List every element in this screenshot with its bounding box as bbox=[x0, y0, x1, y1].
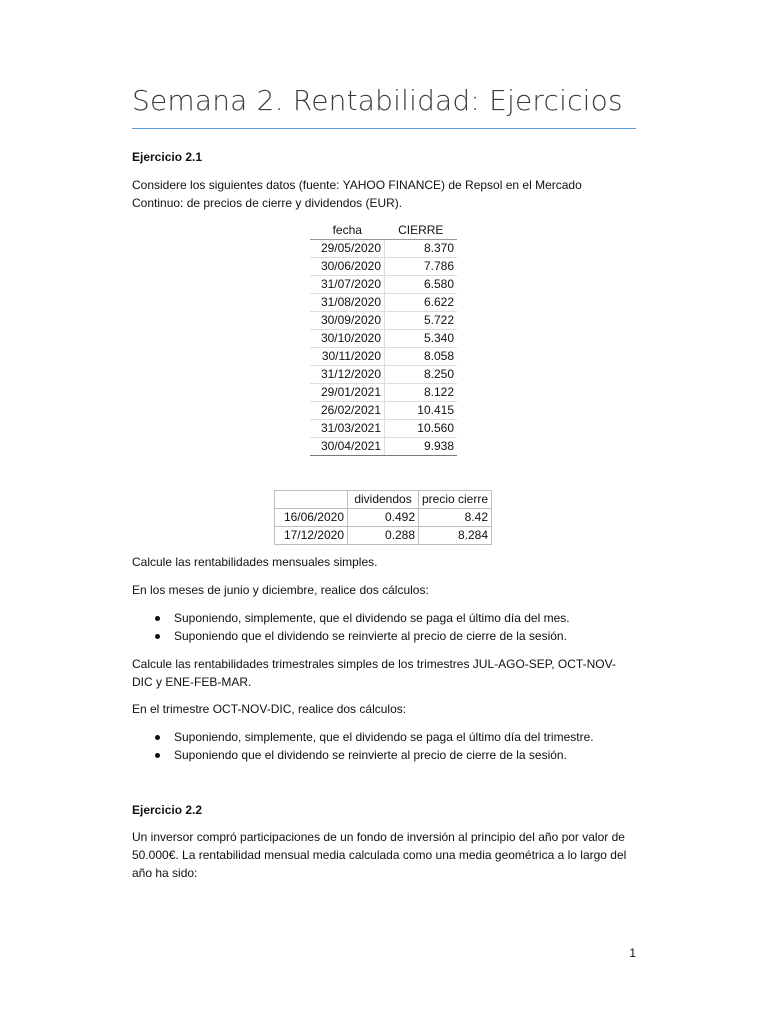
dividends-header-dividendos: dividendos bbox=[348, 491, 419, 509]
prices-header-cierre: CIERRE bbox=[385, 222, 458, 240]
list-item-text: Suponiendo, simplemente, que el dividendo se paga el último día del mes. bbox=[174, 611, 570, 625]
table-row bbox=[310, 366, 457, 384]
table-row bbox=[310, 240, 457, 258]
date-cell: 30/04/2021 bbox=[310, 438, 385, 456]
bullet-list-1 bbox=[132, 609, 570, 645]
table-row bbox=[310, 438, 457, 456]
list-item-text: Suponiendo, simplemente, que el dividendo se paga el último día del trimestre. bbox=[174, 730, 594, 744]
date-cell: 30/11/2020 bbox=[310, 348, 385, 366]
list-item bbox=[132, 728, 594, 746]
close-cell: 5.722 bbox=[385, 312, 458, 330]
date-cell: 16/06/2020 bbox=[275, 509, 348, 527]
close-cell: 5.340 bbox=[385, 330, 458, 348]
exercise-1-intro: Considere los siguientes datos (fuente: YAHOO FINANCE) de Repsol en el Mercado Continuo: de precios de cierre y dividendos (EUR). bbox=[132, 178, 582, 210]
paragraph-oct-nov-dic: En el trimestre OCT-NOV-DIC, realice dos cálculos: bbox=[132, 702, 407, 716]
date-cell: 31/08/2020 bbox=[310, 294, 385, 312]
list-item-text: Suponiendo que el dividendo se reinvierte al precio de cierre de la sesión. bbox=[174, 629, 567, 643]
date-cell: 29/01/2021 bbox=[310, 384, 385, 402]
table-row bbox=[310, 402, 457, 420]
close-cell: 9.938 bbox=[385, 438, 458, 456]
close-cell: 6.580 bbox=[385, 276, 458, 294]
date-cell: 31/07/2020 bbox=[310, 276, 385, 294]
prices-table bbox=[310, 222, 457, 456]
exercise-1-heading: Ejercicio 2.1 bbox=[132, 150, 203, 164]
dividends-table bbox=[274, 490, 492, 545]
table-row bbox=[310, 294, 457, 312]
close-price-cell: 8.42 bbox=[419, 509, 492, 527]
bullet-icon bbox=[155, 634, 160, 639]
table-row bbox=[310, 258, 457, 276]
date-cell: 26/02/2021 bbox=[310, 402, 385, 420]
exercise-2-heading: Ejercicio 2.2 bbox=[132, 803, 203, 817]
paragraph-monthly-returns: Calcule las rentabilidades mensuales simples. bbox=[132, 555, 378, 569]
table-row bbox=[310, 276, 457, 294]
close-cell: 10.560 bbox=[385, 420, 458, 438]
paragraph-june-december: En los meses de junio y diciembre, realice dos cálculos: bbox=[132, 583, 429, 597]
date-cell: 31/03/2021 bbox=[310, 420, 385, 438]
page-title: Semana 2. Rentabilidad: Ejercicios bbox=[132, 84, 623, 117]
exercise-2-text: Un inversor compró participaciones de un fondo de inversión al principio del año por valor de 50.000€. La rentabilidad mensual media calculada como una media geométrica a lo largo del año ha sido: bbox=[132, 830, 627, 880]
close-cell: 8.370 bbox=[385, 240, 458, 258]
close-cell: 8.250 bbox=[385, 366, 458, 384]
dividends-header-precio-cierre: precio cierre bbox=[419, 491, 492, 509]
dividend-cell: 0.492 bbox=[348, 509, 419, 527]
list-item bbox=[132, 609, 570, 627]
table-row bbox=[310, 348, 457, 366]
close-cell: 6.622 bbox=[385, 294, 458, 312]
close-cell: 10.415 bbox=[385, 402, 458, 420]
table-row bbox=[275, 527, 492, 545]
list-item-text: Suponiendo que el dividendo se reinvierte al precio de cierre de la sesión. bbox=[174, 748, 567, 762]
date-cell: 30/09/2020 bbox=[310, 312, 385, 330]
date-cell: 30/06/2020 bbox=[310, 258, 385, 276]
close-cell: 8.058 bbox=[385, 348, 458, 366]
table-row bbox=[275, 509, 492, 527]
bullet-icon bbox=[155, 735, 160, 740]
date-cell: 31/12/2020 bbox=[310, 366, 385, 384]
table-row bbox=[310, 420, 457, 438]
date-cell: 30/10/2020 bbox=[310, 330, 385, 348]
date-cell: 17/12/2020 bbox=[275, 527, 348, 545]
dividend-cell: 0.288 bbox=[348, 527, 419, 545]
paragraph-quarterly-returns: Calcule las rentabilidades trimestrales simples de los trimestres JUL-AGO-SEP, OCT-NOV-DIC y ENE-FEB-MAR. bbox=[132, 657, 616, 689]
dividends-header-empty bbox=[275, 491, 348, 509]
prices-header-row bbox=[310, 222, 457, 240]
close-cell: 7.786 bbox=[385, 258, 458, 276]
table-row bbox=[310, 330, 457, 348]
bullet-icon bbox=[155, 616, 160, 621]
bullet-icon bbox=[155, 753, 160, 758]
close-cell: 8.122 bbox=[385, 384, 458, 402]
title-underline bbox=[132, 128, 636, 129]
list-item bbox=[132, 627, 570, 645]
date-cell: 29/05/2020 bbox=[310, 240, 385, 258]
table-row bbox=[310, 384, 457, 402]
table-row bbox=[310, 312, 457, 330]
bullet-list-2 bbox=[132, 728, 594, 764]
page-number: 1 bbox=[629, 946, 636, 960]
list-item bbox=[132, 746, 594, 764]
close-price-cell: 8.284 bbox=[419, 527, 492, 545]
prices-header-fecha: fecha bbox=[310, 222, 385, 240]
dividends-header-row bbox=[275, 491, 492, 509]
